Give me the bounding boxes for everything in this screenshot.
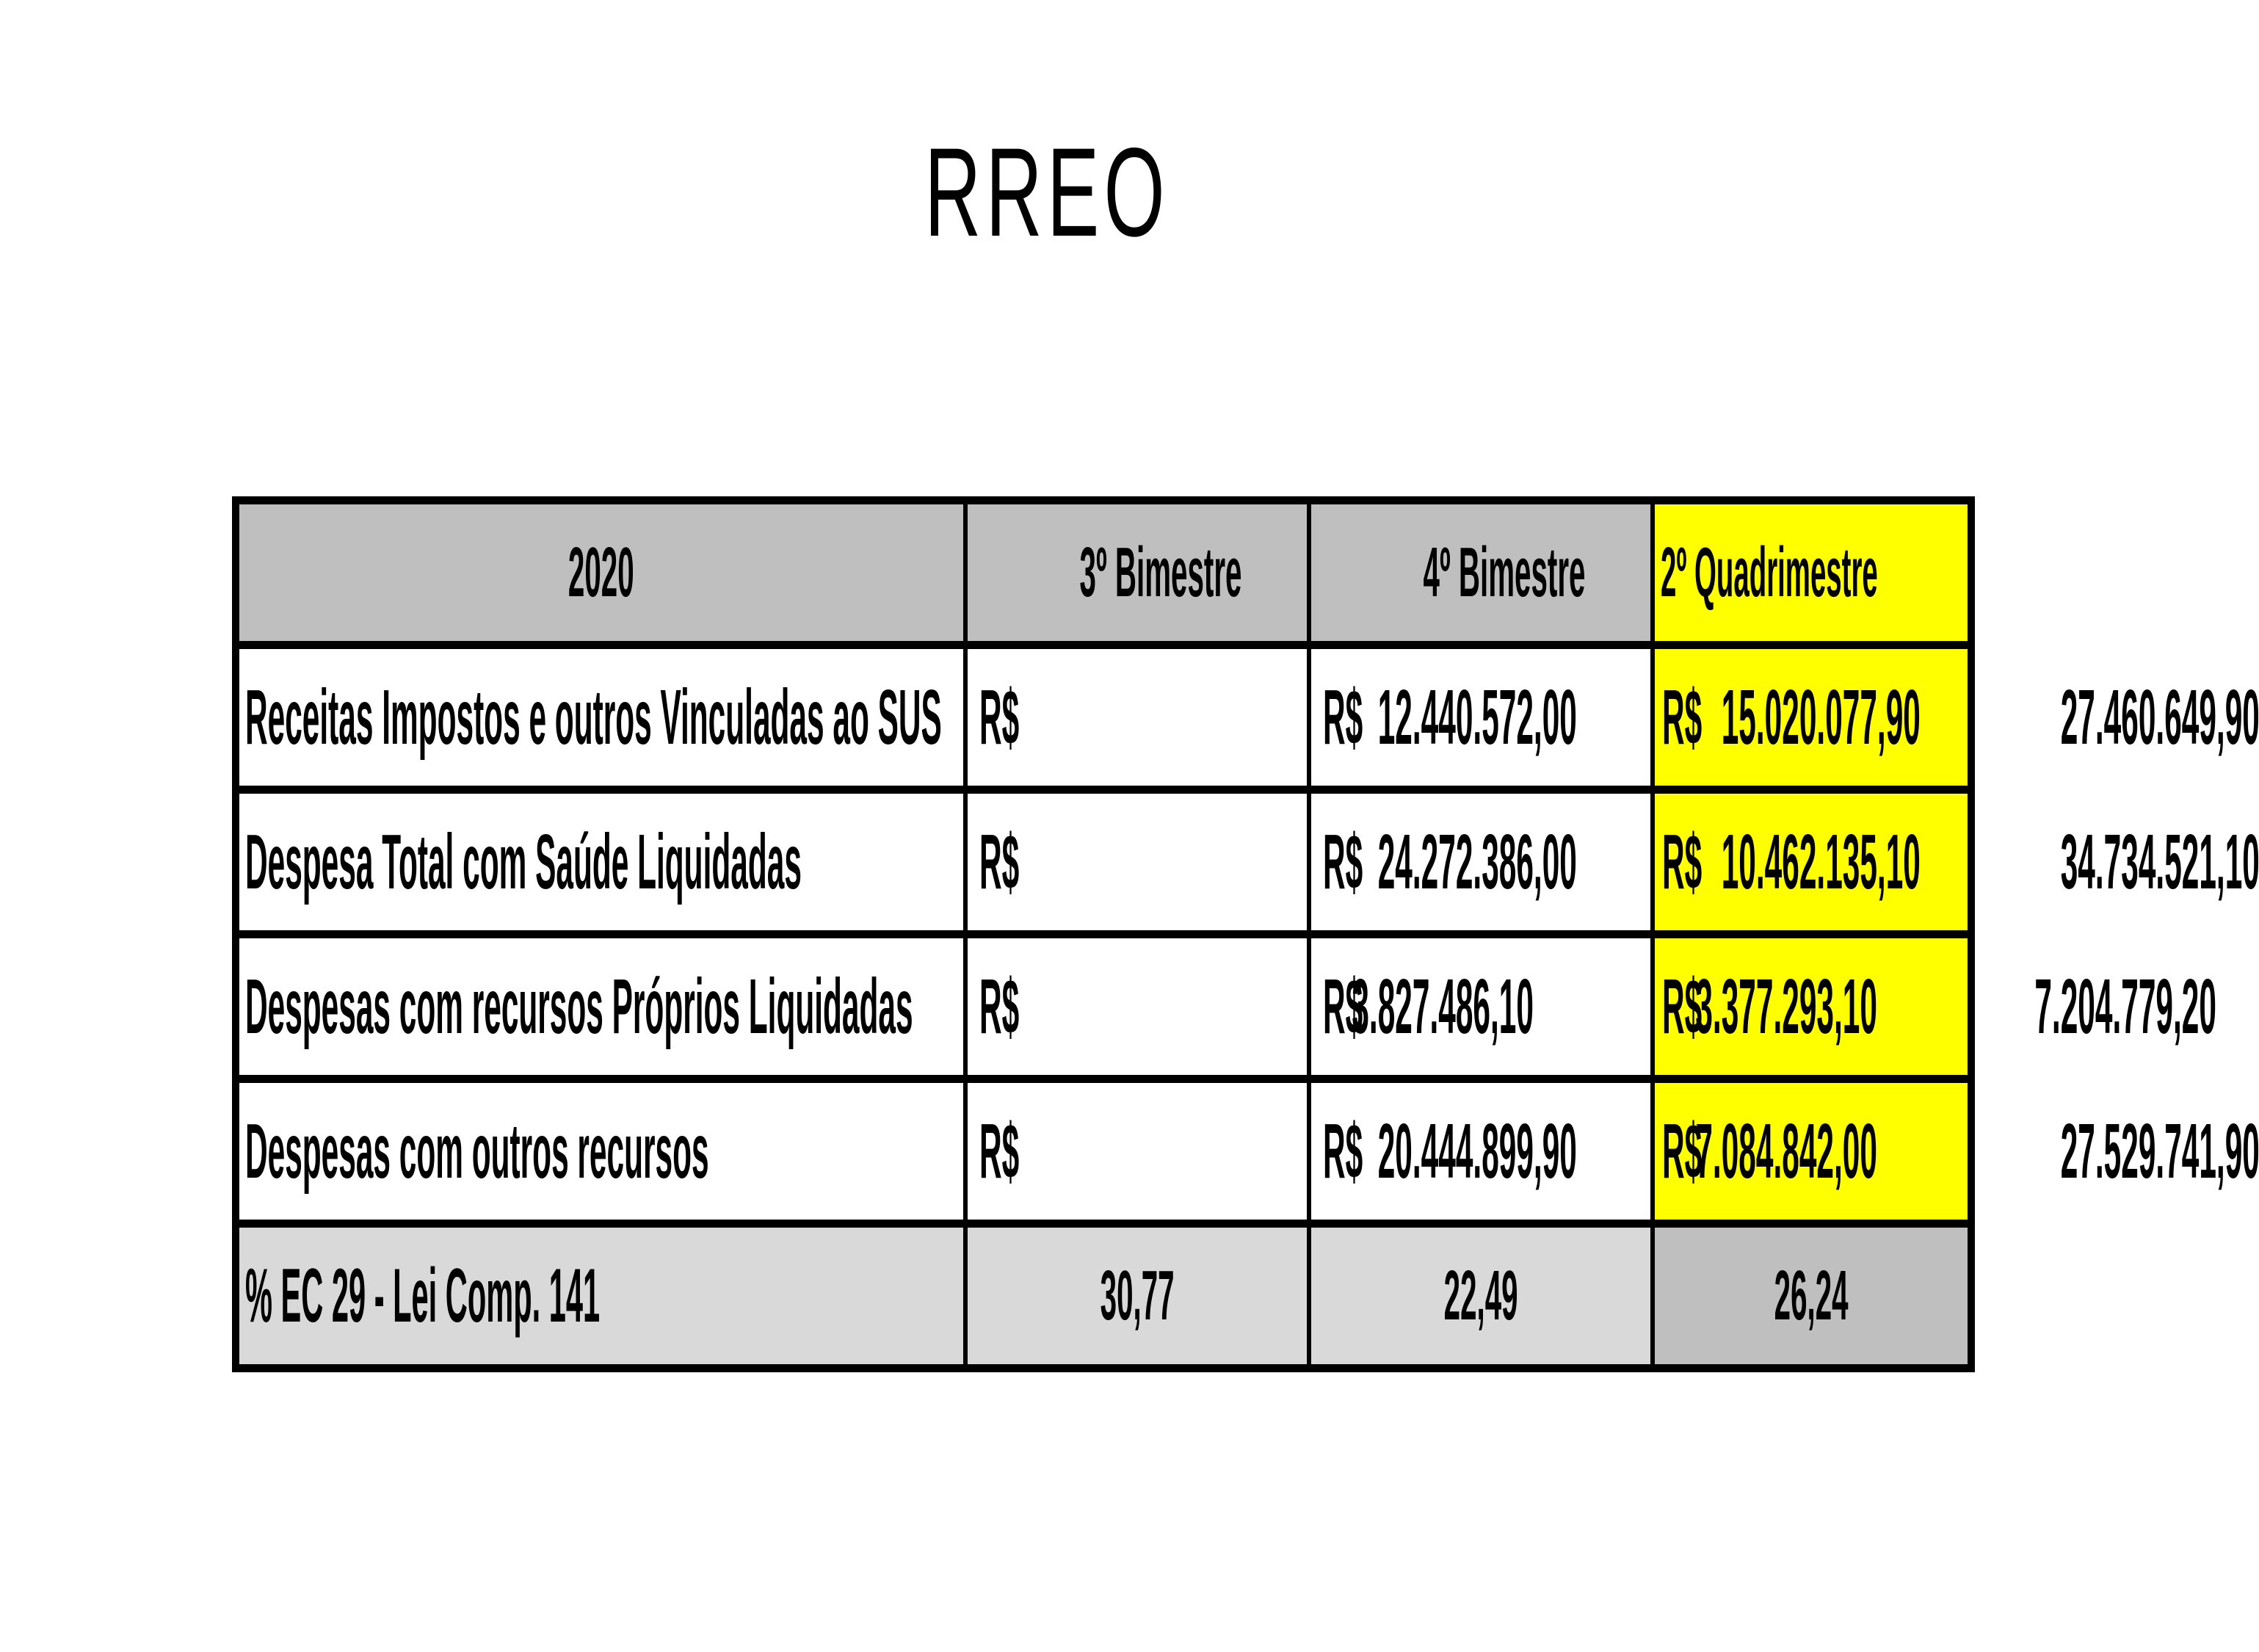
currency-symbol: R$ (979, 673, 1020, 761)
cell-outros-bim3 (965, 1079, 1577, 1224)
amount-value: 27.460.649,90 (2060, 673, 2259, 761)
amount-value: 24.272.386,00 (1377, 818, 1577, 905)
cell-despesa-total-bim3 (965, 790, 1577, 935)
table-row (236, 1079, 1971, 1224)
footer-percent-bim4: 22,49 (1309, 1224, 1653, 1369)
amount-value: 34.734.521,10 (2060, 818, 2259, 905)
footer-percent-quadrimestre: 26,24 (1653, 1224, 1971, 1369)
amount-value: 7.204.779,20 (2034, 963, 2216, 1050)
rreo-table-container (232, 496, 2259, 1372)
amount-value: 7.084.842,00 (1694, 1107, 1877, 1195)
header-bimestre-3-label: 3º Bimestre (1079, 533, 1242, 612)
header-cell-quadrimestre-highlight (1653, 501, 1971, 645)
currency-symbol: R$ (979, 1107, 1020, 1195)
footer-percent-bim3: 30,77 (965, 1224, 1309, 1369)
cell-receitas-bim3 (965, 645, 1577, 790)
header-cell-bimestre-4 (1309, 501, 1653, 645)
row-label-despesa-total: Despesa Total com Saúde Liquidadas (236, 790, 965, 935)
currency-symbol: R$ (979, 963, 1020, 1050)
currency-symbol: R$ (1323, 818, 1363, 905)
currency-symbol: R$ (1323, 673, 1363, 761)
table-row (236, 935, 1971, 1079)
table-row (236, 790, 1971, 935)
header-cell-bimestre-3 (965, 501, 1309, 645)
amount-value: 3.827.486,10 (1351, 963, 1534, 1050)
currency-symbol: R$ (979, 818, 1020, 905)
row-label-receitas-sus: Receitas Impostos e outros Vinculadas ao SUS (236, 645, 965, 790)
footer-label-ec29: % EC 29 - Lei Comp. 141 (236, 1224, 965, 1369)
header-quadrimestre-label: 2º Quadrimestre (1661, 533, 1878, 612)
amount-value: 12.440.572,00 (1377, 673, 1577, 761)
row-label-outros-recursos: Despesas com outros recursos (236, 1079, 965, 1224)
currency-symbol: R$ (1662, 963, 1703, 1050)
currency-symbol: R$ (1662, 1107, 1703, 1195)
cell-proprios-bim3 (965, 935, 1534, 1079)
amount-value: 15.020.077,90 (1721, 673, 1921, 761)
amount-value: 3.377.293,10 (1694, 963, 1877, 1050)
header-row (236, 501, 1971, 645)
header-year-label: 2020 (568, 533, 634, 612)
footer-row (236, 1224, 1971, 1369)
currency-symbol: R$ (1323, 963, 1363, 1050)
header-cell-year (236, 501, 965, 645)
page-title (0, 123, 2148, 262)
amount-value: 27.529.741,90 (2060, 1107, 2259, 1195)
currency-symbol: R$ (1662, 818, 1703, 905)
amount-value: 20.444.899,90 (1377, 1107, 1577, 1195)
header-bimestre-4-label: 4º Bimestre (1423, 533, 1586, 612)
amount-value: 10.462.135,10 (1721, 818, 1921, 905)
table-row (236, 645, 1971, 790)
currency-symbol: R$ (1323, 1107, 1363, 1195)
row-label-despesas-proprios: Despesas com recursos Próprios Liquidadas (236, 935, 965, 1079)
rreo-table (232, 496, 2259, 1372)
page-title-text: RREO (924, 122, 1170, 263)
currency-symbol: R$ (1662, 673, 1703, 761)
